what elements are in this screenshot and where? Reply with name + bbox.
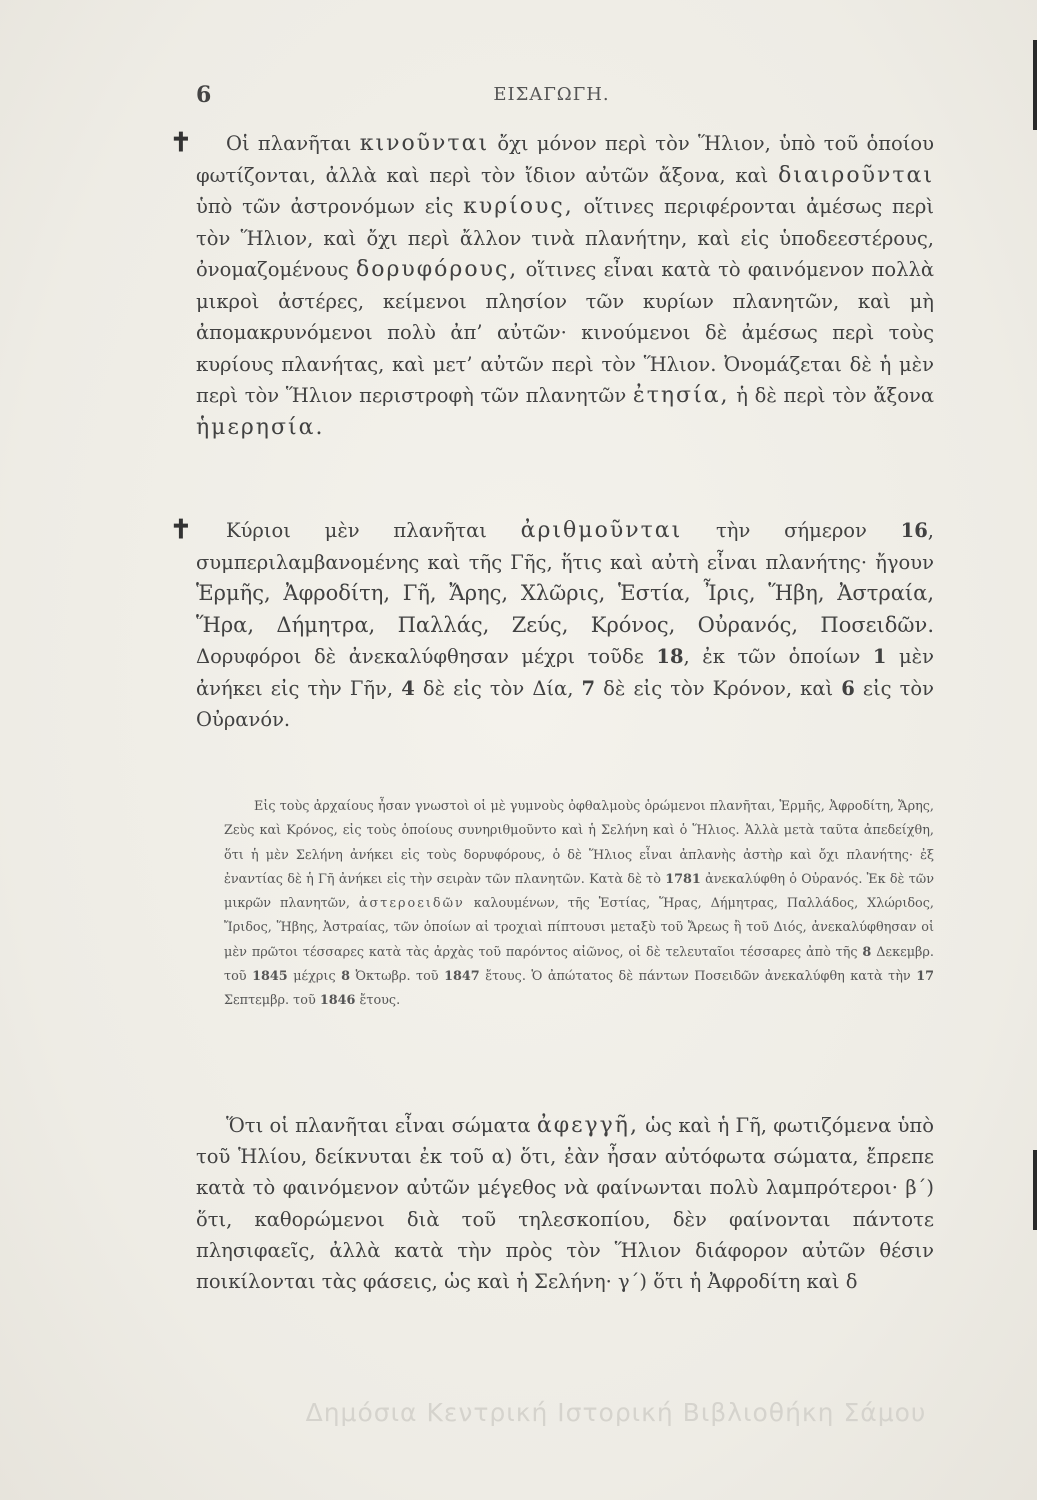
emphasis: ἀστεροειδῶν [358, 896, 465, 912]
number: 1847 [444, 969, 480, 985]
text-run: ἀνεκαλύφθη ὁ Οὐρανός. Ἐκ δὲ τῶν μικρῶν πλανητῶν, [224, 871, 934, 912]
number: 1781 [665, 871, 701, 887]
emphasis: διαιροῦνται [778, 162, 934, 188]
emphasis: ἀφεγγῆ, [536, 1113, 639, 1138]
number: 8 [862, 944, 872, 960]
emphasis: ἡμερησία. [196, 414, 325, 440]
number: 16 [900, 519, 928, 542]
text-run: τὴν σήμερον [682, 519, 901, 542]
text-run: οἵτινες περιφέρονται ἀμέσως περὶ τὸν Ἥλιον, καὶ ὄχι περὶ ἄλλον τινὰ πλανήτην, καὶ εἰς ὑποδεεστέρους, ὀνομαζομένους [196, 195, 934, 281]
number: 4 [401, 676, 415, 700]
number: 6 [841, 676, 855, 700]
text-run: Σεπτεμβρ. τοῦ [224, 993, 320, 1009]
running-title: ΕΙΣΑΓΩΓΗ. [493, 84, 610, 105]
emphasis: ἀριθμοῦνται [520, 518, 683, 543]
text-run: οἵτινες εἶναι κατὰ τὸ φαινόμενον πολλὰ μικροὶ ἀστέρες, κείμενοι πλησίον τῶν κυρίων πλανητῶν, καὶ μὴ ἀπομακρυνόμενοι πολὺ ἀπ’ αὐτῶν· κινούμενοι δὲ ἀμέσως περὶ τοὺς κυρίους πλανήτας, καὶ μετ’ αὐτῶν περὶ τὸν Ἥλιον. Ὀνομάζεται δὲ ἡ μὲν περὶ τὸν Ἥλιον περιστροφὴ τῶν πλανητῶν [196, 258, 934, 407]
emphasis: κυρίους, [463, 194, 574, 219]
text-run: δὲ εἰς τὸν Δία, [414, 676, 582, 700]
margin-cross-mark: ✝ [170, 515, 192, 545]
number: 1845 [252, 969, 288, 985]
footnote [224, 795, 934, 1014]
text-run: Ὀκτωβρ. τοῦ [350, 969, 445, 985]
text-run: Εἰς τοὺς ἀρχαίους ἦσαν γνωστοὶ οἱ μὲ γυμνοὺς ὀφθαλμοὺς ὁρώμενοι πλανῆται, Ἑρμῆς, Ἀφροδίτη, Ἄρης, Ζεὺς καὶ Κρόνος, εἰς τοὺς ὁποίους συνηριθμοῦντο καὶ ἡ Σελήνη καὶ ὁ Ἥλιος. Ἀλλὰ μετὰ ταῦτα ἀπεδείχθη, ὅτι ἡ μὲν Σελήνη ἀνήκει εἰς τοὺς δορυφόρους, ὁ δὲ Ἥλιος εἶναι ἀπλανὴς ἀστὴρ καὶ ὄχι πλανήτης· ἐξ ἐναντίας δὲ ἡ Γῆ ἀνήκει εἰς τὴν σειρὰν τῶν πλανητῶν. Κατὰ δὲ τὸ [224, 799, 934, 887]
text-run: ὡς καὶ ἡ Γῆ, φωτιζόμενα ὑπὸ τοῦ Ἡλίου, δείκνυται ἐκ τοῦ α) ὅτι, ἐὰν ἦσαν αὐτόφωτα σώματα, ἔπρεπε κατὰ τὸ φαινόμενον αὐτῶν μέγεθος νὰ φαίνωνται πολὺ λαμπρότεροι· β΄) ὅτι, καθορώμενοι διὰ τοῦ τηλεσκοπίου, δὲν φαίνονται πάντοτε πλησιφαεῖς, ἀλλὰ κατὰ τὴν πρὸς τὸν Ἥλιον διάφορον αὐτῶν θέσιν ποικίλονται τὰς φάσεις, ὡς καὶ ἡ Σελήνη· γ΄) ὅτι ἡ Ἀφροδίτη καὶ δ [196, 1114, 934, 1294]
planet-list: Ἑρμῆς, Ἀφροδίτη, Γῆ, Ἄρης, Χλῶρις, Ἑστία, Ἶρις, Ἥβη, Ἀστραία, Ἥρα, Δήμητρα, Παλλάς, Ζεύς, Κρόνος, Οὐρανός, Ποσειδῶν. [196, 581, 934, 637]
margin-cross-mark: ✝ [170, 128, 192, 158]
text-run: μέχρις [287, 969, 342, 985]
emphasis: κινοῦνται [359, 131, 490, 156]
number: 7 [581, 676, 596, 700]
number: 8 [341, 969, 351, 985]
text-run: δὲ εἰς τὸν Κρόνον, καὶ [595, 676, 842, 700]
text-run: ὑπὸ τῶν ἀστρονόμων εἰς [196, 195, 464, 218]
text-run: Δεκεμβρ. τοῦ [224, 944, 934, 985]
page-header [196, 82, 907, 110]
number: 1 [872, 645, 887, 668]
number: 18 [656, 645, 684, 668]
number: 1846 [319, 993, 356, 1009]
text-run: μὲν ἀνήκει εἰς τὴν Γῆν, [196, 645, 934, 700]
page-number: 6 [196, 82, 212, 108]
number: 17 [916, 969, 935, 985]
text-run: , ἐκ τῶν ὁποίων [683, 645, 873, 668]
text-run: Οἱ πλανῆται [226, 132, 360, 155]
text-run: Δορυφόροι δὲ ἀνεκαλύφθησαν μέχρι τοῦδε [196, 645, 657, 668]
text-run: Ὅτι οἱ πλανῆται εἶναι σώματα [226, 1114, 537, 1137]
page-edge-mark [1033, 40, 1037, 130]
text-run: ἔτους. [355, 993, 401, 1009]
emphasis: δορυφόρους, [355, 257, 519, 282]
emphasis: ἐτησία, [632, 383, 730, 408]
page-edge-mark [1033, 1150, 1037, 1230]
text-run: , συμπεριλαμβανομένης καὶ τῆς Γῆς, ἥτις καὶ αὐτὴ εἶναι πλανήτης· ἤγουν [196, 519, 934, 574]
text-run: Κύριοι μὲν πλανῆται [226, 519, 521, 542]
text-run: εἰς τὸν Οὐρανόν. [196, 676, 934, 731]
text-run: ὄχι μόνον περὶ τὸν Ἥλιον, ὑπὸ τοῦ ὁποίου φωτίζονται, ἀλλὰ καὶ περὶ τὸν ἴδιον αὐτῶν ἄξονα, καὶ [196, 132, 935, 187]
text-run: ἡ δὲ περὶ τὸν ἄξονα [729, 384, 934, 407]
paragraph-planets-dark [196, 1110, 934, 1297]
text-run: καλουμένων, τῆς Ἑστίας, Ἥρας, Δήμητρας, Παλλάδος, Χλώριδος, Ἴριδος, Ἥβης, Ἀστραίας, τῶν ὁποίων αἱ τροχιαὶ πίπτουσι μεταξὺ τοῦ Ἄρεως ἢ τοῦ Διός, ἀνεκαλύφθησαν οἱ μὲν πρῶτοι τέσσαρες κατὰ τὰς ἀρχὰς τοῦ παρόντος αἰῶνος, οἱ δὲ τελευταῖοι τέσσαρες ἀπὸ τῆς [224, 896, 934, 960]
library-watermark: Δημόσια Κεντρική Ιστορική Βιβλιοθήκη Σάμου [305, 1398, 927, 1427]
paragraph-planets-motion [196, 128, 934, 443]
paragraph-planet-count [196, 515, 934, 736]
text-run: ἔτους. Ὁ ἀπώτατος δὲ πάντων Ποσειδῶν ἀνεκαλύφθη κατὰ τὴν [479, 969, 917, 985]
